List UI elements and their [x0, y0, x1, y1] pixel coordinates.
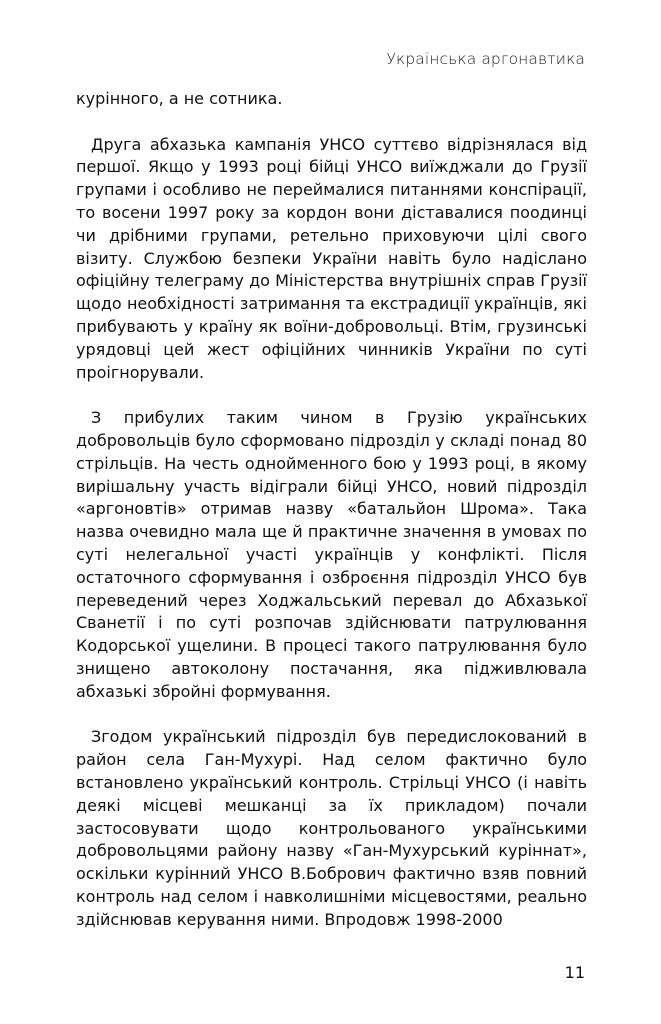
paragraph: Згодом український підрозділ був передислокований в район села Ган-Мухурі. Над селом фактично було встановлено український контроль. Стрільці УНСО (і навіть деякі місцеві мешканці за їх прикладом) почали застосовувати щодо контрольованого українськими добровольцями району назву «Ган-Мухурський куріннат», оскільки курінний УНСО В.Бобрович фактично взяв повний контроль над селом і навколишніми місцевостями, реально здійснював керування ними. Впродовж 1998-2000: [76, 727, 587, 929]
body-text: [76, 88, 587, 931]
paragraph-continuation: курінного, а не сотника.: [76, 89, 283, 108]
page-number: 11: [564, 963, 585, 982]
running-header: Українська аргонавтика: [386, 50, 585, 68]
paragraph: Друга абхазька кампанія УНСО суттєво відрізнялася від першої. Якщо у 1993 році бійці УНСО виїжджали до Грузії групами і особливо не переймалися питаннями конспірації, то восени 1997 року за кордон вони діставалися поодинці чи дрібними групами, ретельно приховуючи цілі свого візиту. Службою безпеки України навіть було надіслано офіційну телеграму до Міністерства внутрішніх справ Грузії щодо необхідності затримання та екстрадиції українців, які прибувають у країну як воїни-добровольці. Втім, грузинські урядовці цей жест офіційних чинників України по суті проігнорували.: [76, 134, 587, 382]
paragraph: З прибулих таким чином в Грузію українських добровольців було сформовано підрозділ у складі понад 80 стрільців. На честь однойменного бою у 1993 році, в якому вирішальну участь відіграли бійці УНСО, новий підрозділ «аргоновтів» отримав назву «батальйон Шрома». Така назва очевидно мала ще й практичне значення в умовах по суті нелегальної участі українців у конфлікті. Після остаточного сформування і озброєння підрозділ УНСО був переведений через Ходжальський перевал до Абхазької Сванетії і по суті розпочав здійснювати патрулювання Кодорської ущелини. В процесі такого патрулювання було знищено автоколону постачання, яка підживлювала абхазькі збройні формування.: [76, 408, 587, 701]
